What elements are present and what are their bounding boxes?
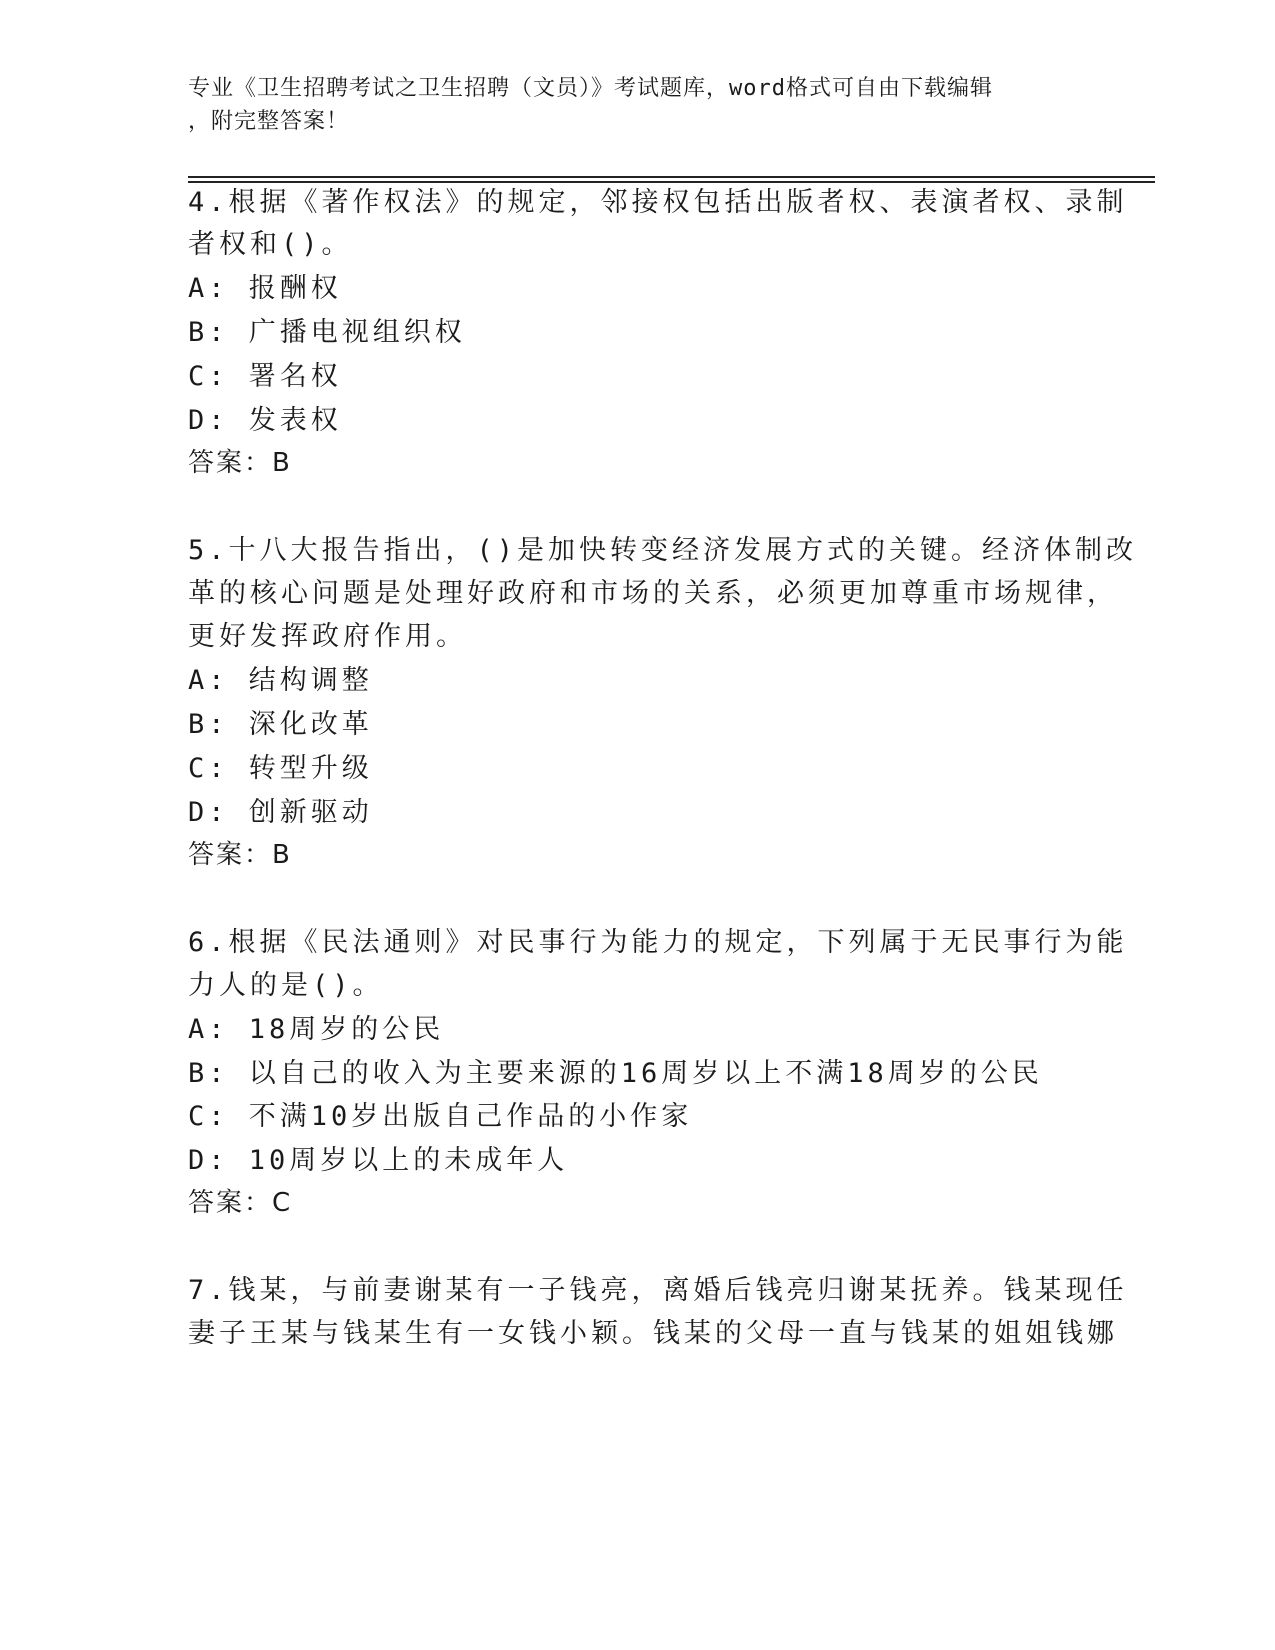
option-c: C: 不满10岁出版自己作品的小作家 — [188, 1101, 693, 1132]
option-d: D: 10周岁以上的未成年人 — [188, 1145, 569, 1176]
option-c: C: 转型升级 — [188, 753, 373, 784]
header-line-2: ，附完整答案！ — [188, 109, 350, 134]
question-stem-line: 妻子王某与钱某生有一女钱小颖。钱某的父母一直与钱某的姐姐钱娜 — [188, 1318, 1118, 1349]
option-c: C: 署名权 — [188, 361, 342, 392]
question-stem-line: 5.十八大报告指出，()是加快转变经济发展方式的关键。经济体制改 — [188, 535, 1138, 566]
option-b: B: 以自己的收入为主要来源的16周岁以上不满18周岁的公民 — [188, 1058, 1043, 1089]
option-d: D: 发表权 — [188, 405, 342, 436]
header-divider-top — [188, 176, 1155, 178]
answer-label: 答案：B — [188, 840, 292, 870]
header-line-1: 专业《卫生招聘考试之卫生招聘（文员）》考试题库，word格式可自由下载编辑 — [188, 76, 993, 101]
question-stem-line: 4.根据《著作权法》的规定，邻接权包括出版者权、表演者权、录制 — [188, 187, 1128, 218]
option-d: D: 创新驱动 — [188, 797, 373, 828]
question-stem-line: 6.根据《民法通则》对民事行为能力的规定，下列属于无民事行为能 — [188, 927, 1128, 958]
question-stem-line: 者权和()。 — [188, 229, 353, 260]
question-stem-line: 更好发挥政府作用。 — [188, 621, 467, 652]
option-a: A: 18周岁的公民 — [188, 1014, 445, 1045]
question-stem-line: 力人的是()。 — [188, 970, 384, 1001]
option-b: B: 广播电视组织权 — [188, 317, 466, 348]
answer-label: 答案：B — [188, 448, 292, 478]
answer-label: 答案：C — [188, 1188, 293, 1218]
option-a: A: 结构调整 — [188, 665, 373, 696]
option-a: A: 报酬权 — [188, 273, 342, 304]
question-stem-line: 7.钱某，与前妻谢某有一子钱亮，离婚后钱亮归谢某抚养。钱某现任 — [188, 1275, 1128, 1306]
option-b: B: 深化改革 — [188, 709, 373, 740]
document-header — [188, 72, 1068, 138]
question-stem-line: 革的核心问题是处理好政府和市场的关系，必须更加尊重市场规律， — [188, 578, 1118, 609]
